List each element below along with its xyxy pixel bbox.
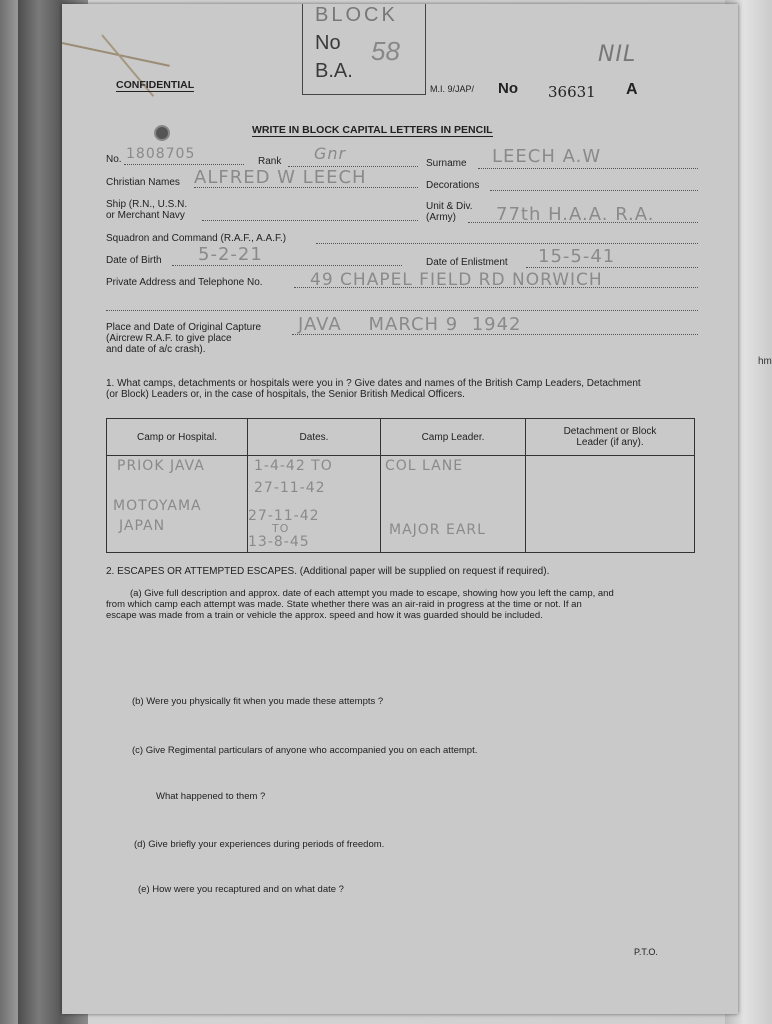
header-camp-leader: Camp Leader. bbox=[381, 419, 526, 456]
service-number-line bbox=[124, 164, 244, 165]
header-camp-or-hospital: Camp or Hospital. bbox=[107, 419, 248, 456]
form-reference: M.I. 9/JAP/ bbox=[430, 84, 475, 94]
ship-line bbox=[202, 220, 418, 221]
question-1-line2: (or Block) Leaders or, in the case of hospitals, the Senior British Medical Officers. bbox=[106, 389, 465, 400]
rank-value: Gnr bbox=[314, 144, 347, 163]
question-2c-followup: What happened to them ? bbox=[156, 791, 266, 802]
camps-table-row bbox=[107, 456, 695, 553]
punch-hole bbox=[154, 125, 170, 141]
address-label: Private Address and Telephone No. bbox=[106, 277, 263, 288]
dates-cell bbox=[248, 456, 381, 553]
header-detachment-leader bbox=[526, 419, 695, 456]
question-2a-line1: (a) Give full description and approx. date of each attempt you made to escape, showing how you left the camp, and bbox=[130, 588, 614, 599]
number-label: No bbox=[498, 80, 518, 97]
camp-1: PRIOK JAVA bbox=[117, 458, 205, 474]
please-turn-over: P.T.O. bbox=[634, 947, 658, 957]
nil-handwritten-note: NIL bbox=[598, 42, 637, 67]
capture-value: JAVA MARCH 9 1942 bbox=[298, 314, 522, 335]
camp-2-line1: MOTOYAMA bbox=[113, 498, 202, 514]
unit-value: 77th H.A.A. R.A. bbox=[496, 204, 655, 225]
enlistment-line bbox=[526, 267, 698, 268]
capture-label-line3: and date of a/c crash). bbox=[106, 344, 206, 355]
service-number-value: 1808705 bbox=[126, 146, 196, 162]
header-dates: Dates. bbox=[248, 419, 381, 456]
question-2e: (e) How were you recaptured and on what date ? bbox=[138, 884, 344, 895]
decorations-label: Decorations bbox=[426, 180, 480, 191]
camp-leader-cell bbox=[381, 456, 526, 553]
date-3: 27-11-42 bbox=[248, 508, 320, 524]
form-suffix: A bbox=[626, 81, 638, 98]
detachment-leader-cell bbox=[526, 456, 695, 553]
underlying-page-text: hm bbox=[758, 356, 772, 367]
ship-label-line2: or Merchant Navy bbox=[106, 210, 185, 221]
stamp-ba-text: B.A. bbox=[315, 60, 353, 82]
question-2b: (b) Were you physically fit when you made these attempts ? bbox=[132, 696, 384, 707]
date-1: 1-4-42 TO bbox=[254, 458, 333, 474]
date-2: 27-11-42 bbox=[254, 480, 326, 496]
question-1-line1: 1. What camps, detachments or hospitals were you in ? Give dates and names of the British Camp Leaders, Detachment bbox=[106, 378, 641, 389]
stamp-no-text: No bbox=[315, 32, 341, 54]
squadron-label: Squadron and Command (R.A.F., A.A.F.) bbox=[106, 233, 287, 244]
service-number-label: No. bbox=[106, 154, 122, 165]
date-of-birth-value: 5-2-21 bbox=[198, 244, 263, 265]
header-detachment-line2: Leader (if any). bbox=[576, 437, 644, 448]
enlistment-label: Date of Enlistment bbox=[426, 257, 508, 268]
instruction-heading: WRITE IN BLOCK CAPITAL LETTERS IN PENCIL bbox=[252, 124, 493, 136]
leader-2: MAJOR EARL bbox=[389, 522, 486, 538]
stamp-block-text: BLOCK bbox=[315, 4, 398, 26]
date-4: 13-8-45 bbox=[248, 534, 310, 550]
decorations-line bbox=[490, 190, 698, 191]
christian-names-label: Christian Names bbox=[106, 177, 180, 188]
address-line-2 bbox=[106, 310, 698, 311]
question-2-title: 2. ESCAPES OR ATTEMPTED ESCAPES. (Additional paper will be supplied on request if required). bbox=[106, 566, 550, 577]
stamp-number-handwritten: 58 bbox=[371, 36, 400, 66]
address-value: 49 CHAPEL FIELD RD NORWICH bbox=[310, 270, 603, 290]
form-number: 36631 bbox=[548, 83, 596, 101]
camp-2-line2: JAPAN bbox=[119, 518, 166, 534]
camp-cell bbox=[107, 456, 248, 553]
date-of-birth-line bbox=[172, 265, 402, 266]
question-2a-line3: escape was made from a train or vehicle the approx. speed and how it was guarded should be included. bbox=[106, 610, 543, 621]
question-2d: (d) Give briefly your experiences during periods of freedom. bbox=[134, 839, 385, 850]
surname-line bbox=[478, 168, 698, 169]
unit-label-line1: Unit & Div. bbox=[426, 201, 473, 212]
confidential-label: CONFIDENTIAL bbox=[116, 79, 195, 91]
ship-label-line1: Ship (R.N., U.S.N. bbox=[106, 199, 188, 210]
leader-1: COL LANE bbox=[385, 458, 464, 474]
christian-names-value: ALFRED W LEECH bbox=[194, 167, 367, 188]
camps-table-header bbox=[107, 419, 695, 456]
header-detachment-line1: Detachment or Block bbox=[563, 426, 657, 437]
date-of-birth-label: Date of Birth bbox=[106, 255, 162, 266]
date-4-to: TO bbox=[272, 522, 290, 535]
block-stamp bbox=[302, 4, 426, 95]
pow-questionnaire-form bbox=[62, 4, 738, 1014]
question-2a-line2: from which camp each attempt was made. State whether there was an air-raid in progress at the time or not. If an bbox=[106, 599, 582, 610]
enlistment-value: 15-5-41 bbox=[538, 246, 616, 267]
surname-label: Surname bbox=[426, 158, 467, 169]
rank-label: Rank bbox=[258, 156, 282, 167]
capture-label-line1: Place and Date of Original Capture bbox=[106, 322, 262, 333]
tag-string bbox=[62, 42, 170, 67]
unit-label-line2: (Army) bbox=[426, 212, 456, 223]
capture-label-line2: (Aircrew R.A.F. to give place bbox=[106, 333, 232, 344]
camps-table bbox=[106, 418, 695, 553]
surname-value: LEECH A.W bbox=[492, 146, 602, 167]
question-2c: (c) Give Regimental particulars of anyone who accompanied you on each attempt. bbox=[132, 745, 478, 756]
squadron-line bbox=[316, 243, 698, 244]
